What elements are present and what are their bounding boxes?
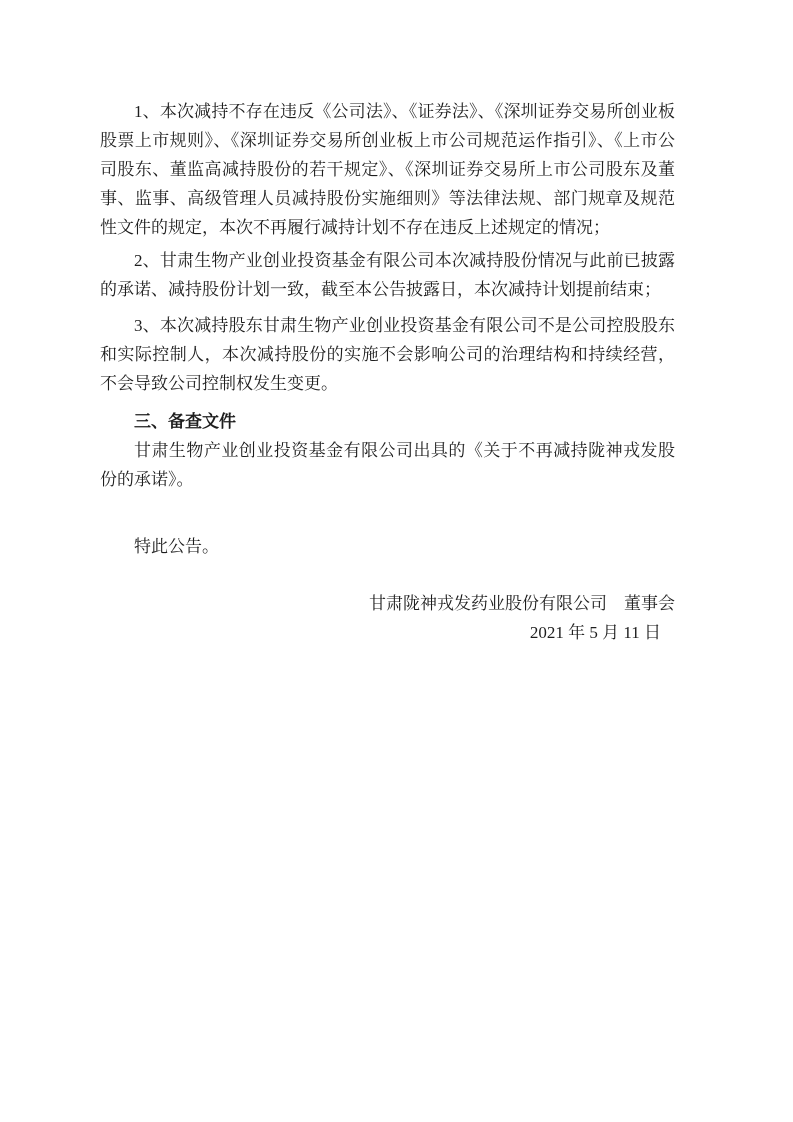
signature-date-line: 2021 年 5 月 11 日: [529, 623, 661, 642]
paragraph-item-1: 1、本次减持不存在违反《公司法》、《证券法》、《深圳证券交易所创业板股票上市规则》、《深圳证券交易所创业板上市公司规范运作指引》、《上市公司股东、董监高减持股份的若干规定》、《深圳证券交易所上市公司股东及董事、监事、高级管理人员减持股份实施细则》等法律法规、部门规章及规范性文件的规定，本次不再履行减持计划不存在违反上述规定的情况；: [100, 102, 675, 237]
section-heading-reference-documents: 三、备查文件: [134, 412, 236, 431]
signature-block: [100, 589, 675, 647]
paragraph-item-3: 3、本次减持股东甘肃生物产业创业投资基金有限公司不是公司控股股东和实际控制人，本次减持股份的实施不会影响公司的治理结构和持续经营，不会导致公司控制权发生变更。: [100, 316, 675, 393]
closing-statement: 特此公告。: [134, 537, 219, 556]
signature-company-line: 甘肃陇神戎发药业股份有限公司 董事会: [369, 594, 675, 613]
paragraph-item-2: 2、甘肃生物产业创业投资基金有限公司本次减持股份情况与此前已披露的承诺、减持股份计划一致，截至本公告披露日，本次减持计划提前结束；: [100, 251, 675, 299]
paragraph-filing-document: 甘肃生物产业创业投资基金有限公司出具的《关于不再减持陇神戎发股份的承诺》。: [100, 441, 675, 489]
